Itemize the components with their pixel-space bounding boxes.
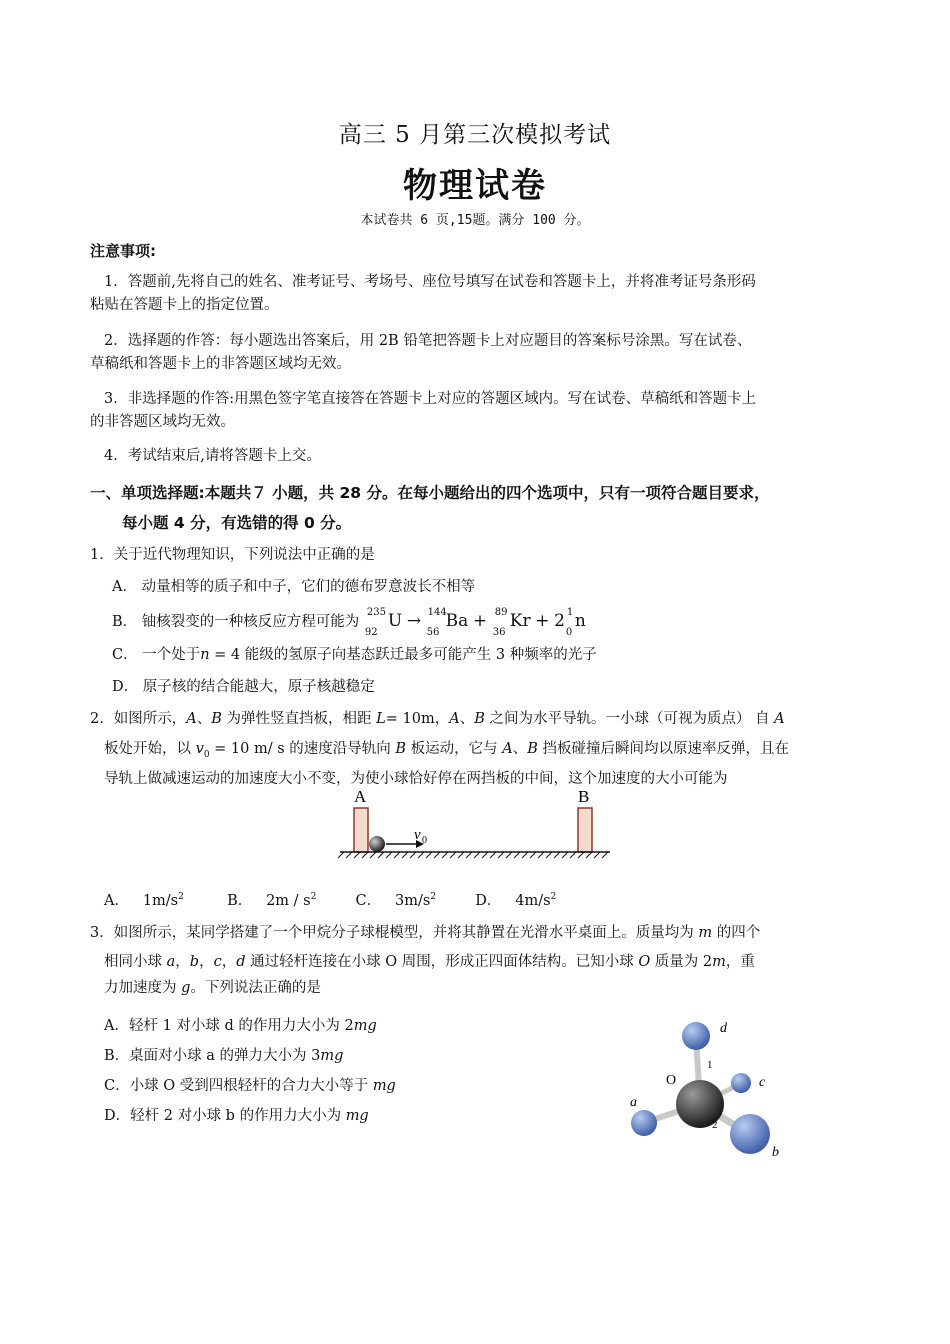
q2-var-a: A: [774, 711, 785, 727]
q2-line1: [90, 707, 785, 728]
q2-text: 挡板碰撞后瞬间均以原速率反弹，且在: [537, 741, 790, 757]
q2-var-b: B: [527, 741, 538, 757]
nuclide-n-symbol: n: [574, 611, 586, 631]
q2-text: 板运动，它与: [406, 741, 503, 757]
q1-stem: 1．关于近代物理知识，下列说法中正确的是: [90, 547, 375, 563]
q3-option-c: [104, 1074, 396, 1095]
q1-option-c-post: = 4 能级的氢原子向基态跃迁最多可能产生 3 种频率的光子: [209, 647, 597, 663]
nuclide-u-mass: 235: [366, 607, 386, 618]
q2-option-b: [227, 893, 316, 909]
notice-item-2-line2: 草稿纸和答题卡上的非答题区域均无效。: [90, 356, 351, 372]
q2-option-label: A．: [104, 893, 129, 909]
q2-text: 之间为水平导轨。一小球（可视为质点） 自: [484, 711, 775, 727]
ball: [369, 836, 385, 852]
q2-text: 2．如图所示，: [90, 711, 187, 727]
q3-text: ，: [199, 954, 214, 970]
q2-var-v-sub: 0: [203, 749, 210, 760]
q1-option-c: [112, 643, 597, 664]
hatch-line: [394, 852, 400, 858]
q2-line2: [104, 737, 789, 760]
reaction-arrow: →: [406, 611, 422, 631]
track-hatching: [338, 852, 608, 858]
nuclide-n: [565, 607, 574, 638]
nuclide-ba: [426, 607, 447, 638]
q3-line2: [104, 950, 755, 971]
q3-line3: [104, 976, 321, 997]
hatch-line: [370, 852, 376, 858]
q2-option-value: 3m/s: [394, 893, 431, 909]
hatch-line: [362, 852, 368, 858]
hatch-line: [434, 852, 440, 858]
q2-options: [104, 889, 556, 910]
q2-var-a: A: [449, 711, 460, 727]
q3-option-a: [104, 1014, 377, 1035]
nuclide-n-mass: 1: [566, 607, 574, 618]
notice-item-3-line2: 的非答题区域均无效。: [90, 414, 235, 430]
hatch-line: [474, 852, 480, 858]
fig-label-a: A: [354, 787, 367, 806]
q2-text: = 10 m/ s 的速度沿导轨向: [209, 741, 396, 757]
q2-text: 、: [512, 741, 528, 757]
hatch-line: [490, 852, 496, 858]
hatch-line: [354, 852, 360, 858]
hatch-line: [578, 852, 584, 858]
q3-var-c: c: [213, 954, 222, 970]
q2-option-label: D．: [475, 893, 502, 909]
q3-option-mg: mg: [320, 1048, 344, 1064]
hatch-line: [418, 852, 424, 858]
nuclide-u-symbol: U: [387, 611, 403, 631]
q2-option-a: [104, 893, 184, 909]
q3-option-b: [104, 1044, 343, 1065]
q3-var-b: b: [189, 954, 200, 970]
q1-option-c-pre: C． 一个处于: [112, 647, 201, 663]
hatch-line: [346, 852, 352, 858]
fig-velocity-label: v: [414, 827, 421, 843]
section-1-line1: 一、单项选择题:本题共７ 小题，共 28 分。在每小题给出的四个选项中，只有一项符合题目要求，: [90, 484, 770, 502]
hatch-line: [458, 852, 464, 858]
notice-item-1-line1: 1．答题前,先将自己的姓名、准考证号、考场号、座位号填写在试卷和答题卡上，并将准考证号条形码: [104, 274, 756, 290]
q2-var-b: B: [211, 711, 222, 727]
q2-option-value: 2m / s: [266, 893, 311, 909]
label-rod-2: 2: [712, 1119, 718, 1131]
q2-text: = 10m，: [385, 711, 450, 727]
q2-var-b: B: [395, 741, 407, 757]
notice-item-4: 4．考试结束后,请将答题卡上交。: [104, 448, 321, 464]
q2-var-l: L: [376, 711, 386, 727]
q3-var-a: a: [166, 954, 176, 970]
q2-option-label: C．: [355, 893, 382, 909]
fig-label-b: B: [578, 787, 590, 806]
q1-option-b: [112, 607, 586, 638]
hatch-line: [586, 852, 592, 858]
q3-var-d: d: [236, 954, 246, 970]
label-a: a: [630, 1095, 637, 1110]
hatch-line: [530, 852, 536, 858]
hatch-line: [554, 852, 560, 858]
q3-text: 质量为 2: [650, 954, 713, 970]
notice-item-1-line2: 粘贴在答题卡上的指定位置。: [90, 297, 279, 313]
hatch-line: [402, 852, 408, 858]
neutron-coefficient: 2: [554, 611, 565, 631]
q3-text: 的四个: [712, 925, 761, 941]
nuclide-ba-mass: 144: [427, 607, 447, 618]
nuclide-u: [364, 607, 387, 638]
fig-velocity-sub: 0: [422, 835, 427, 846]
q2-text: 板处开始，以: [104, 741, 196, 757]
hatch-line: [426, 852, 432, 858]
q2-option-exp: 2: [430, 892, 437, 903]
hatch-line: [450, 852, 456, 858]
q3-option-text: D．轻杆 2 对小球 b 的作用力大小为: [104, 1108, 346, 1124]
q3-text: 通过轻杆连接在小球 O 周围，形成正四面体结构。已知小球: [245, 954, 639, 970]
notice-item-3-line1: 3．非选择题的作答:用黑色签字笔直接答在答题卡上对应的答题区域内。写在试卷、草稿纸和答题卡上: [104, 391, 757, 407]
hatch-line: [546, 852, 552, 858]
section-1-heading: [90, 478, 769, 538]
q3-option-mg: mg: [345, 1108, 369, 1124]
q3-text: ，: [221, 954, 237, 970]
q3-text: ，: [175, 954, 190, 970]
q3-text: ，重: [725, 954, 755, 970]
ball-d: [682, 1022, 710, 1050]
q2-option-value: 1m/s: [142, 893, 179, 909]
q1-option-d: D． 原子核的结合能越大，原子核越稳定: [112, 679, 375, 695]
hatch-line: [522, 852, 528, 858]
q3-var-g: g: [181, 980, 191, 996]
q3-var-m: m: [712, 954, 726, 970]
q3-var-o: O: [638, 954, 651, 970]
q2-option-d: [475, 893, 556, 909]
hatch-line: [514, 852, 520, 858]
label-b: b: [772, 1145, 779, 1160]
nuclide-ba-charge: 56: [426, 627, 440, 638]
q2-var-a: A: [502, 741, 513, 757]
hatch-line: [594, 852, 600, 858]
q2-option-exp: 2: [178, 892, 184, 903]
plate-b: [578, 808, 592, 852]
nuclide-kr-symbol: Kr: [509, 611, 531, 631]
q3-option-text: B．桌面对小球 a 的弹力大小为 3: [104, 1048, 321, 1064]
exam-subtitle: 高三 5 月第三次模拟考试: [338, 122, 612, 148]
hatch-line: [570, 852, 576, 858]
q2-line3: 导轨上做减速运动的加速度大小不变，为使小球恰好停在两挡板的中间，这个加速度的大小可能为: [104, 771, 728, 787]
nuclide-kr: [492, 607, 509, 638]
exam-info: 本试卷共 6 页,15题。满分 100 分。: [360, 213, 590, 228]
notice-heading: 注意事项:: [90, 242, 156, 260]
hatch-line: [538, 852, 544, 858]
label-o: O: [666, 1073, 677, 1088]
plus-sign-2: +: [535, 611, 550, 631]
q2-figure: [336, 784, 616, 860]
label-rod-1: 1: [707, 1059, 713, 1071]
section-1-line2: 每小题 4 分，有选错的得 0 分。: [122, 514, 352, 532]
plus-sign-1: +: [472, 611, 488, 631]
q2-option-exp: 2: [550, 892, 557, 903]
q2-var-a: A: [186, 711, 197, 727]
q2-text: 、: [196, 711, 212, 727]
hatch-line: [338, 852, 344, 858]
q3-text: 。下列说法正确的是: [190, 980, 321, 996]
plate-a: [354, 808, 368, 852]
q2-text: 为弹性竖直挡板，相距: [221, 711, 377, 727]
label-d: d: [720, 1021, 727, 1036]
methane-model-figure: [620, 1012, 800, 1162]
notice-item-2-line1: 2．选择题的作答：每小题选出答案后，用 2B 铅笔把答题卡上对应题目的答案标号涂黑。写在试卷、: [104, 333, 752, 349]
q3-text: 力加速度为: [104, 980, 182, 996]
nuclide-u-charge: 92: [364, 627, 378, 638]
q2-option-label: B．: [227, 893, 253, 909]
q3-option-mg: mg: [372, 1078, 396, 1094]
hatch-line: [386, 852, 392, 858]
hatch-line: [506, 852, 512, 858]
q2-text: 、: [459, 711, 475, 727]
q3-var-m: m: [698, 925, 713, 941]
hatch-line: [410, 852, 416, 858]
nuclide-kr-mass: 89: [494, 607, 508, 618]
q3-option-text: C．小球 O 受到四根轻杆的合力大小等于: [104, 1078, 373, 1094]
hatch-line: [442, 852, 448, 858]
nuclide-kr-charge: 36: [492, 627, 506, 638]
q3-option-text: A．轻杆 1 对小球 d 的作用力大小为 2: [104, 1018, 354, 1034]
label-c: c: [759, 1075, 766, 1090]
hatch-line: [562, 852, 568, 858]
q3-text: 相同小球: [104, 954, 167, 970]
q3-line1: [90, 921, 760, 942]
hatch-line: [498, 852, 504, 858]
hatch-line: [378, 852, 384, 858]
q3-option-mg: mg: [353, 1018, 377, 1034]
ball-b: [730, 1114, 770, 1154]
nuclide-n-charge: 0: [565, 627, 573, 638]
q2-option-value: 4m/s: [515, 893, 551, 909]
q1-option-a: A． 动量相等的质子和中子，它们的德布罗意波长不相等: [112, 579, 476, 595]
q1-option-b-prefix: B． 铀核裂变的一种核反应方程可能为: [112, 614, 360, 630]
q1-option-c-n: n: [200, 647, 210, 663]
hatch-line: [602, 852, 608, 858]
q3-text: 3．如图所示，某同学搭建了一个甲烷分子球棍模型，并将其静置在光滑水平桌面上。质量均为: [90, 925, 699, 941]
ball-c: [731, 1073, 751, 1093]
exam-title: 物理试卷: [403, 166, 547, 206]
q2-option-exp: 2: [310, 892, 317, 903]
ball-a: [631, 1110, 657, 1136]
q2-var-v: v: [195, 741, 204, 757]
hatch-line: [466, 852, 472, 858]
hatch-line: [482, 852, 488, 858]
q2-var-b: B: [474, 711, 485, 727]
q2-option-c: [356, 893, 436, 909]
q3-option-d: [104, 1104, 369, 1125]
nuclide-ba-symbol: Ba: [445, 611, 469, 631]
